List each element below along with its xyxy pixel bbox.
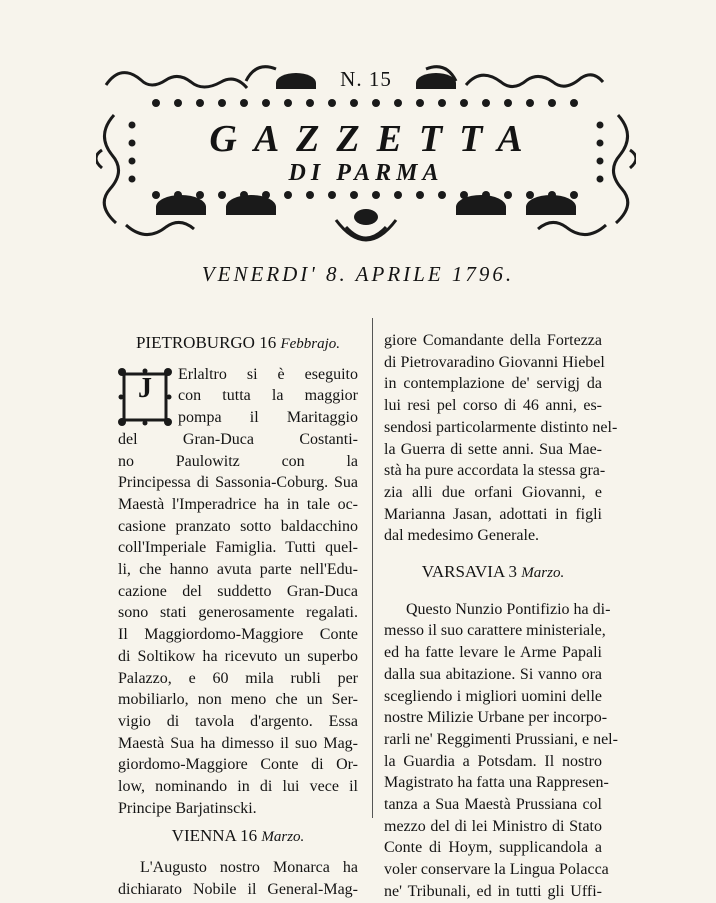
paragraph <box>118 857 358 900</box>
text-line: in contemplazione de' servigj da <box>384 375 602 393</box>
text-line: messo il suo carattere ministeriale, <box>384 622 606 640</box>
text-line: con tutta la maggior <box>178 387 358 405</box>
text-line: mezzo del di lei Ministro di Stato <box>384 817 602 835</box>
paragraph <box>118 364 358 820</box>
text-line: la Guardia a Potsdam. Il nostro <box>384 752 602 770</box>
masthead-title: GAZZETTA <box>209 118 540 160</box>
drop-cap-letter: J <box>138 372 152 404</box>
text-line: di Soltikow ha ricevuto un superbo <box>118 647 358 665</box>
heading-date: Marzo. <box>261 829 305 846</box>
dateline: VENERDI' 8. APRILE 1796. <box>201 262 515 286</box>
text-line: pompa il Maritaggio <box>178 409 358 427</box>
text-line: tanza a Sua Maestà Prussiana col <box>384 796 602 814</box>
text-line: Il Maggiordomo-Maggiore Conte <box>118 626 358 644</box>
text-line: mobiliarlo, non meno che un Ser- <box>118 691 358 709</box>
text-line: nostre Milizie Urbane per incorpo- <box>384 709 608 727</box>
text-line: Marianna Jasan, adottati in figli <box>384 505 602 523</box>
article-pietroburgo <box>118 364 358 820</box>
text-line: stà ha pure accordata la stessa gra- <box>384 462 606 480</box>
text-line: rarli ne' Reggimenti Prussiani, e nel- <box>384 730 618 748</box>
text-line: lui resi pel corso di 46 anni, es- <box>384 397 602 415</box>
section-heading-vienna <box>118 825 358 849</box>
column-divider <box>372 318 373 818</box>
text-line: Principessa di Sassonia-Coburg. Sua <box>118 474 358 492</box>
text-line: dalla sua abitazione. Si vanno ora <box>384 665 602 683</box>
text-line: scegliendo i migliori uomini delle <box>384 687 602 705</box>
text-line: sono stati generosamente regalati. <box>118 604 358 622</box>
text-line: low, nominando in di lui vece il <box>118 778 358 796</box>
text-line: ed ha fatte levare le Arme Papali <box>384 644 602 662</box>
heading-place: VARSAVIA 3 <box>421 562 518 582</box>
text-line: dichiarato Nobile il General-Mag- <box>118 880 358 898</box>
heading-date: Febbrajo. <box>280 336 341 352</box>
issue-number: N. 15 <box>340 67 392 91</box>
masthead-ornament <box>96 55 636 255</box>
text-line: la Guerra di sette anni. Sua Mae- <box>384 440 602 458</box>
text-line: L'Augusto nostro Monarca ha <box>140 859 358 877</box>
text-line: no Paulowitz con la <box>118 452 358 470</box>
heading-place: VIENNA 16 <box>171 826 258 846</box>
text-line: Conte di Hoym, supplicandola a <box>384 839 602 857</box>
text-line: Erlaltro si è eseguito <box>178 365 358 383</box>
text-line: Magistrato ha fatta una Rappresen- <box>384 774 609 792</box>
text-line: voler conservare la Lingua Polacca <box>384 861 609 879</box>
text-line: Maestà l'Imperadrice ha in tale oc- <box>118 495 358 513</box>
text-line: Principe Barjatinscki. <box>118 799 257 817</box>
masthead-subtitle: DI PARMA <box>288 160 444 186</box>
text-line: giore Comandante della Fortezza <box>384 332 602 349</box>
heading-place: PIETROBURGO 16 <box>135 333 277 352</box>
paragraph <box>384 330 618 547</box>
right-column <box>384 330 618 903</box>
heading-date: Marzo. <box>521 565 565 582</box>
text-line: vigio di tavola d'argento. Essa <box>118 712 358 730</box>
text-line: giordomo-Maggiore Conte di Or- <box>118 756 358 774</box>
left-column <box>118 330 358 901</box>
section-heading-pietroburgo <box>118 332 358 356</box>
text-line: coll'Imperiale Famiglia. Tutti quel- <box>118 539 358 557</box>
text-line: zia alli due orfani Giovanni, e <box>384 483 602 501</box>
text-line: Palazzo, e 60 mila rubli per <box>118 669 358 687</box>
text-line: sendosi particolarmente distinto nel- <box>384 418 618 436</box>
text-line: ne' Tribunali, ed in tutti gli Uffi- <box>384 882 602 900</box>
section-heading-varsavia <box>384 561 602 585</box>
text-line: li, che hanno avuta parte nell'Edu- <box>118 561 358 579</box>
text-line: casione pranzato sotto baldacchino <box>118 517 358 535</box>
paragraph <box>384 599 618 903</box>
text-line: di Pietrovaradino Giovanni Hiebel <box>384 353 605 371</box>
text-line: Maestà Sua ha dimesso il suo Mag- <box>118 734 358 752</box>
text-line: Questo Nunzio Pontifizio ha di- <box>406 600 611 618</box>
text-line: del Gran-Duca Costanti- <box>118 430 358 448</box>
text-line: dal medesimo Generale. <box>384 527 540 545</box>
text-line: cazione del suddetto Gran-Duca <box>118 582 358 600</box>
drop-cap <box>118 368 172 426</box>
